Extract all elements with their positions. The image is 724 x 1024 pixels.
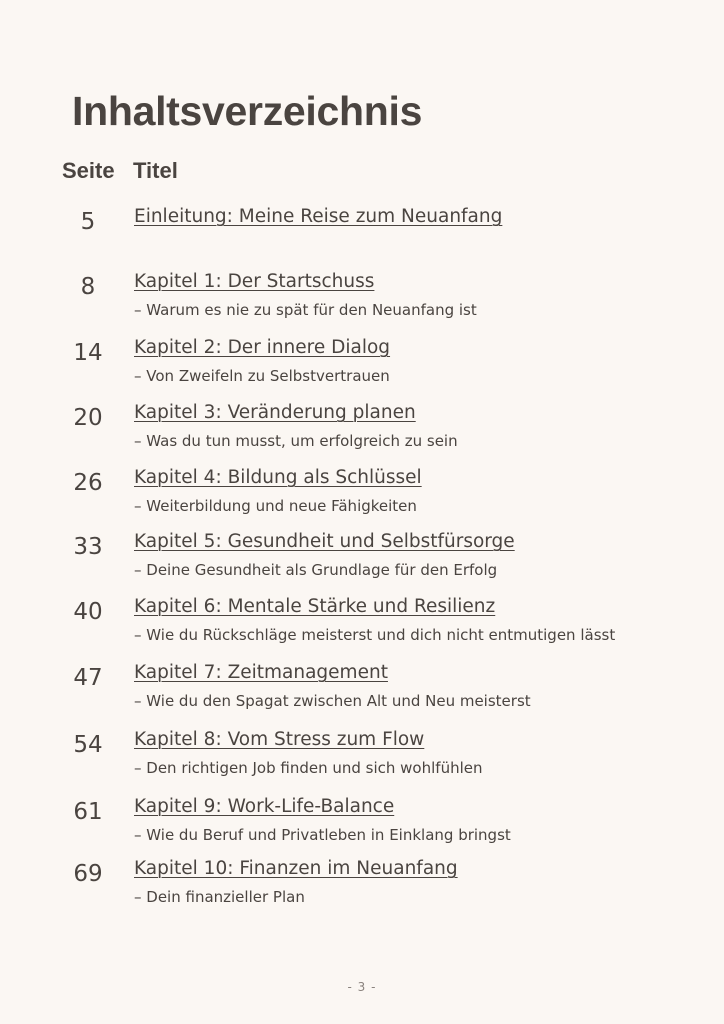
column-header-page: Seite (62, 158, 115, 183)
toc-link-chapter-8[interactable]: Kapitel 8: Vom Stress zum Flow (134, 729, 425, 750)
toc-page-number: 69 (73, 861, 103, 887)
toc-entry-introduction (0, 205, 724, 265)
toc-subtitle: – Wie du den Spagat zwischen Alt und Neu meisterst (134, 692, 531, 710)
toc-link-chapter-4[interactable]: Kapitel 4: Bildung als Schlüssel (134, 467, 422, 488)
toc-entry-chapter-8 (0, 728, 724, 788)
toc-subtitle: – Deine Gesundheit als Grundlage für den Erfolg (134, 561, 498, 579)
toc-entry-chapter-7 (0, 661, 724, 721)
toc-page-number: 20 (73, 405, 103, 431)
toc-page-number: 33 (73, 534, 103, 560)
toc-subtitle: – Wie du Rückschläge meisterst und dich nicht entmutigen lässt (134, 626, 616, 644)
toc-subtitle: – Dein finanzieller Plan (134, 888, 305, 906)
toc-page-number: 61 (73, 799, 103, 825)
toc-page-number: 26 (73, 470, 103, 496)
toc-page-number: 14 (73, 340, 103, 366)
toc-subtitle: – Von Zweifeln zu Selbstvertrauen (134, 367, 390, 385)
toc-page-number: 8 (80, 274, 96, 300)
toc-subtitle: – Wie du Beruf und Privatleben in Einklang bringst (134, 826, 511, 844)
toc-link-chapter-1[interactable]: Kapitel 1: Der Startschuss (134, 271, 375, 292)
toc-entry-chapter-2 (0, 336, 724, 396)
toc-entry-chapter-10 (0, 857, 724, 917)
toc-subtitle: – Warum es nie zu spät für den Neuanfang ist (134, 301, 477, 319)
toc-link-chapter-6[interactable]: Kapitel 6: Mentale Stärke und Resilienz (134, 596, 496, 617)
toc-page-number: 5 (80, 209, 96, 235)
toc-subtitle: – Weiterbildung und neue Fähigkeiten (134, 497, 417, 515)
page-title: Inhaltsverzeichnis (72, 88, 423, 134)
toc-page-number: 47 (73, 665, 103, 691)
toc-link-chapter-7[interactable]: Kapitel 7: Zeitmanagement (134, 662, 388, 683)
toc-subtitle: – Was du tun musst, um erfolgreich zu sein (134, 432, 458, 450)
toc-entry-chapter-9 (0, 795, 724, 855)
toc-link-chapter-5[interactable]: Kapitel 5: Gesundheit und Selbstfürsorge (134, 531, 515, 552)
toc-entry-chapter-5 (0, 530, 724, 590)
toc-entry-chapter-6 (0, 595, 724, 655)
toc-entry-chapter-3 (0, 401, 724, 461)
toc-page-number: 54 (73, 732, 103, 758)
toc-subtitle: – Den richtigen Job finden und sich wohlfühlen (134, 759, 483, 777)
toc-entry-chapter-4 (0, 466, 724, 526)
toc-page-number: 40 (73, 599, 103, 625)
page-number-footer: - 3 - (347, 980, 377, 994)
toc-link-chapter-3[interactable]: Kapitel 3: Veränderung planen (134, 402, 416, 423)
toc-link-chapter-2[interactable]: Kapitel 2: Der innere Dialog (134, 337, 391, 358)
toc-entry-chapter-1 (0, 270, 724, 330)
toc-link-chapter-10[interactable]: Kapitel 10: Finanzen im Neuanfang (134, 858, 458, 879)
toc-link-introduction[interactable]: Einleitung: Meine Reise zum Neuanfang (134, 206, 503, 227)
column-header-title: Titel (133, 158, 178, 183)
toc-link-chapter-9[interactable]: Kapitel 9: Work-Life-Balance (134, 796, 395, 817)
